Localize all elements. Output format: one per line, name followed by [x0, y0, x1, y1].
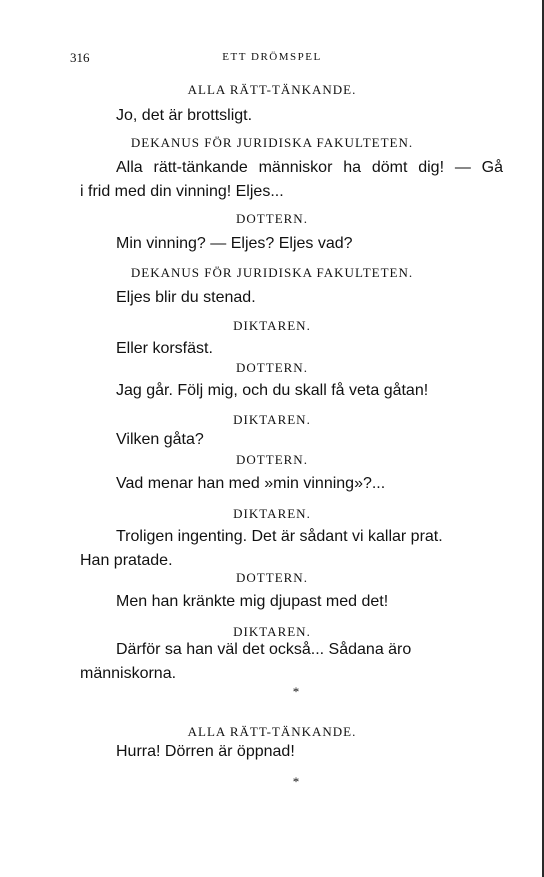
dialogue-line: Min vinning? — Eljes? Eljes vad? [116, 235, 353, 252]
dialogue-line: Vilken gåta? [116, 431, 204, 448]
speaker-name: DIKTAREN. [233, 624, 311, 639]
scene-divider: * [292, 684, 300, 699]
speaker-name: ALLA RÄTT-TÄNKANDE. [187, 82, 357, 97]
dialogue-line [116, 159, 503, 177]
dialogue-line: i frid med din vinning! Eljes... [80, 183, 284, 200]
speaker-name: DIKTAREN. [233, 506, 311, 521]
dialogue-text: Alla rätt-tänkande människor ha dömt dig! — Gå [116, 159, 503, 176]
speaker-name: DIKTAREN. [233, 412, 311, 427]
scene-divider: * [292, 774, 300, 789]
dialogue-line: människorna. [80, 665, 177, 682]
dialogue-line: Eljes blir du stenad. [116, 289, 256, 306]
dialogue-line: Därför sa han väl det också... Sådana äro [116, 641, 412, 658]
dialogue-line: Eller korsfäst. [116, 340, 213, 357]
dialogue-line: Vad menar han med »min vinning»?... [116, 475, 386, 492]
speaker-name: ALLA RÄTT-TÄNKANDE. [187, 724, 357, 739]
dialogue-line: Han pratade. [80, 552, 173, 569]
speaker-name: DEKANUS FÖR JURIDISKA FAKULTETEN. [130, 265, 414, 280]
dialogue-line: Troligen ingenting. Det är sådant vi kallar prat. [116, 528, 443, 545]
running-title: ETT DRÖMSPEL [222, 51, 322, 63]
page-number: 316 [70, 50, 90, 65]
speaker-name: DOTTERN. [236, 570, 308, 585]
dialogue-line: Men han kränkte mig djupast med det! [116, 593, 389, 610]
speaker-name: DOTTERN. [236, 211, 308, 226]
dialogue-line: Hurra! Dörren är öppnad! [116, 743, 295, 760]
speaker-name: DIKTAREN. [233, 318, 311, 333]
speaker-name: DEKANUS FÖR JURIDISKA FAKULTETEN. [130, 135, 414, 150]
speaker-name: DOTTERN. [236, 452, 308, 467]
dialogue-line: Jo, det är brottsligt. [116, 107, 253, 124]
speaker-name: DOTTERN. [236, 360, 308, 375]
dialogue-line: Jag går. Följ mig, och du skall få veta gåtan! [116, 382, 429, 399]
